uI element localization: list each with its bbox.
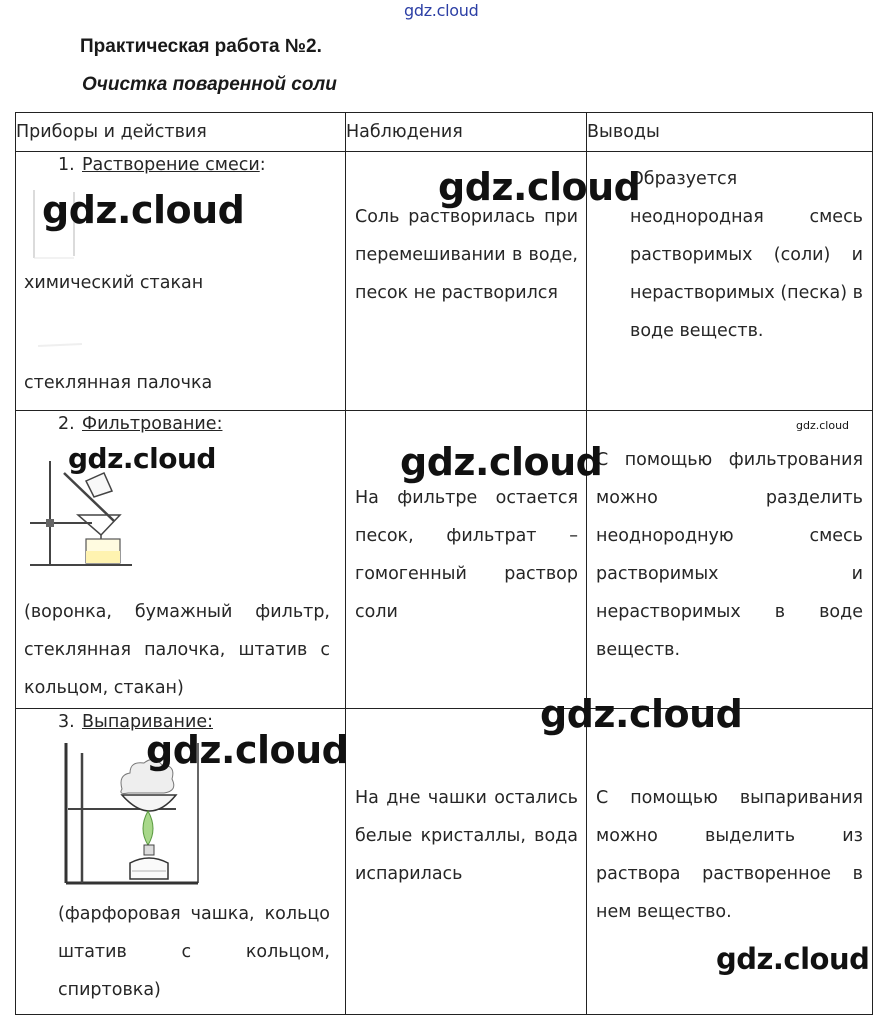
watermark: gdz.cloud xyxy=(400,440,603,484)
table-header-row xyxy=(16,113,873,152)
glass-rod-illustration xyxy=(34,330,94,360)
row2-step-name: Фильтрование: xyxy=(82,414,223,434)
watermark: gdz.cloud xyxy=(42,188,245,232)
row1-step-suffix: : xyxy=(259,155,266,175)
row2-conclusions: С помощью фильтрования можно разделить неоднородную смесь растворимых и нерастворимых в воде веществ. xyxy=(596,450,863,660)
row3-step-number: 3. xyxy=(58,712,75,732)
row2-step-number: 2. xyxy=(58,414,75,434)
row1-step-number: 1. xyxy=(58,155,75,175)
row2-conclusions-cell xyxy=(587,411,873,709)
row1-equipment-beaker: химический стакан xyxy=(24,273,204,293)
watermark: gdz.cloud xyxy=(716,942,870,976)
row3-equipment xyxy=(58,895,330,1009)
watermark: gdz.cloud xyxy=(438,165,641,209)
practice-table xyxy=(15,112,873,1015)
header-observations: Наблюдения xyxy=(346,113,587,152)
header-equipment: Приборы и действия xyxy=(16,113,346,152)
row3-step-name: Выпаривание: xyxy=(82,712,213,732)
watermark: gdz.cloud xyxy=(68,442,216,475)
watermark-small: gdz.cloud xyxy=(796,419,850,432)
row2-step-title xyxy=(58,411,222,437)
row2-observations: На фильтре остается песок, фильтрат – гомогенный раствор соли xyxy=(355,488,578,622)
row1-conclusions: Образуется неоднородная смесь растворимых (соли) и нерастворимых (песка) в воде веществ. xyxy=(630,169,863,341)
row2-equipment xyxy=(24,593,330,707)
row1-equipment-rod: стеклянная палочка xyxy=(24,373,213,393)
watermark: gdz.cloud xyxy=(146,728,349,772)
watermark-top: gdz.cloud xyxy=(404,1,479,20)
row3-observations: На дне чашки остались белые кристаллы, вода испарилась xyxy=(355,788,578,884)
page-title: Практическая работа №2. xyxy=(80,36,322,57)
row1-observations: Соль растворилась при перемешивании в воде, песок не растворился xyxy=(355,207,578,303)
header-conclusions: Выводы xyxy=(587,113,873,152)
row3-equipment-text: (фарфоровая чашка, кольцо штатив с кольцом, спиртовка) xyxy=(58,904,330,1000)
page-subtitle: Очистка поваренной соли xyxy=(82,74,337,95)
row1-step-name: Растворение смеси xyxy=(82,155,260,175)
watermark: gdz.cloud xyxy=(540,692,743,736)
row3-observations-cell xyxy=(346,709,587,1015)
row1-step-title xyxy=(58,152,266,178)
row2-equipment-text: (воронка, бумажный фильтр, стеклянная палочка, штатив с кольцом, стакан) xyxy=(24,602,330,698)
row3-conclusions: С помощью выпаривания можно выделить из раствора растворенное в нем вещество. xyxy=(596,788,863,922)
